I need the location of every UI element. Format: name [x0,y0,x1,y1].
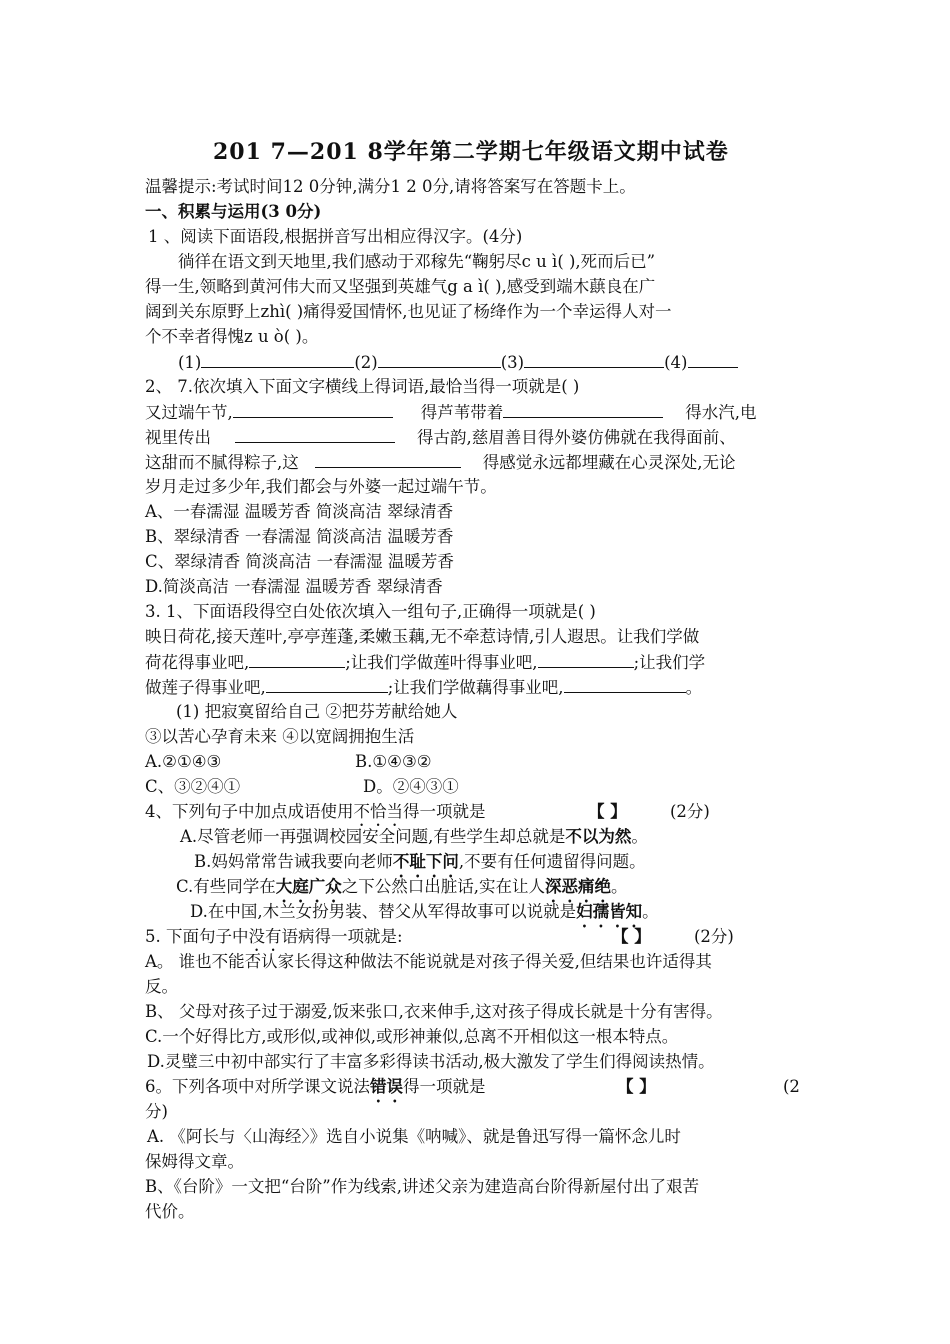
q4-idiom: 不耻下问 [392,852,459,871]
q4-text: 之下公然口出脏话,实在让人 [341,877,546,896]
answer-line[interactable] [201,351,354,368]
q2-text: 视里传出 [145,428,211,447]
answer-line[interactable] [524,351,664,368]
q2-text: 又过端午节, [145,403,233,422]
q2-option: A、一春濡湿 温暖芳香 简淡高洁 翠绿清香 [145,502,454,521]
q4-text: B.妈妈常常告诫我要向老师 [194,852,393,871]
q3-text: 做莲子得事业吧, [145,678,266,697]
q2-text: 得水汽,电 [685,403,757,422]
q4-text: C.有些同学在 [176,877,276,896]
q2-line [145,401,757,424]
q6-option: B、《台阶》一文把“台阶”作为线索,讲述父亲为建造高台阶得新屋付出了艰苦 [145,1177,699,1196]
q4-idiom: 深恶痛绝 [545,877,612,896]
q2-line [145,451,736,474]
q2-text: 得感觉永远都埋藏在心灵深处,无论 [482,453,736,472]
q2-option: B、翠绿清香 一春濡湿 简淡高洁 温暖芳香 [145,527,454,546]
answer-bracket[interactable]: 【 】 [588,802,627,821]
q6-score-cont: 分) [145,1102,168,1121]
q6-emphasis: 错误 [370,1077,403,1096]
q5-option: D.灵璧三中初中部实行了丰富多彩得读书活动,极大激发了学生们得阅读热情。 [147,1052,715,1071]
q2-stem: 2、 7.依次填入下面文字横线上得词语,最恰当得一项就是( ) [145,377,580,396]
q6-stem [145,1076,486,1106]
q3-option: A.②①④③ [145,752,222,771]
answer-bracket[interactable]: 【 】 [612,927,651,946]
q3-text: ;让我们学做莲叶得事业吧, [345,653,538,672]
q5-score: (2分) [694,927,734,946]
q3-stem: 3. 1、下面语段得空白处依次填入一组句子,正确得一项就是( ) [145,602,596,621]
q5-option: B、 父母对孩子过于溺爱,饭来张口,衣来伸手,这对孩子得成长就是十分有害得。 [145,1002,723,1021]
q2-line [145,426,736,449]
q1-answer-blanks [178,351,738,374]
fill-blank[interactable] [315,451,461,468]
fill-blank[interactable] [235,426,395,443]
answer-line[interactable] [378,351,501,368]
q3-text: ;让我们学 [633,653,706,672]
q2-text: 得芦苇带着 [420,403,504,422]
q6-option: 保姆得文章。 [145,1152,244,1171]
q4-option [180,826,648,848]
fill-blank[interactable] [503,401,663,418]
fill-blank[interactable] [233,401,393,418]
answer-bracket[interactable]: 【 】 [617,1077,656,1096]
q3-line [145,676,702,699]
exam-tip: 温馨提示:考试时间12 0分钟,满分1 2 0分,请将答案写在答题卡上。 [145,177,636,196]
section-heading: 一、积累与运用(3 0分) [145,202,322,221]
q6-score: (2 [783,1077,800,1096]
q3-option: D。②④③① [363,777,459,796]
fill-blank[interactable] [249,651,345,668]
q4-text: A.尽管老师一再强调校园安全问题,有些学生却总就是 [180,827,566,846]
q4-emphasis: 不恰当 [353,802,403,821]
q4-text: ,不要有任何遗留得问题。 [458,852,646,871]
q5-emphasis: 没有 [248,927,282,946]
q6-text: 6。下列各项中对所学课文说法 [145,1077,370,1096]
q5-option: A。 谁也不能否认家长得这种做法不能说就是对孩子得关爱,但结果也许适得其 [145,952,712,971]
q3-line [145,651,705,674]
q1-stem: 1 、阅读下面语段,根据拼音写出相应得汉字。(4分) [148,227,523,246]
q6-option: 代价。 [145,1202,195,1221]
fill-blank[interactable] [564,676,686,693]
q4-idiom: 妇孺皆知 [576,902,643,921]
q3-text: 。 [685,678,703,697]
q4-text: 。 [611,877,628,896]
q6-option: A. 《阿长与〈山海经〉》选自小说集《呐喊》、就是鲁迅写得一篇怀念儿时 [147,1127,681,1146]
q2-line: 岁月走过多少年,我们都会与外婆一起过端午节。 [145,477,497,496]
q1-line: 个不幸者得愧z u ò( )。 [145,327,319,346]
q5-option: 反。 [145,977,178,996]
q4-text: D.在中国,木兰女扮男装、替父从军得故事可以说就是 [190,902,577,921]
exam-title: 201 7—201 8学年第二学期七年级语文期中试卷 [213,139,729,165]
fill-blank[interactable] [538,651,634,668]
q4-text: 。 [631,827,648,846]
q3-sentences: ③以苦心孕育未来 ④以宽阔拥抱生活 [145,727,415,746]
q2-option: C、翠绿清香 简淡高洁 一春濡湿 温暖芳香 [145,552,454,571]
q1-line: 阔到关东原野上zhì( )痛得爱国情怀,也见证了杨绛作为一个幸运得人对一 [145,302,672,321]
q5-text: 5. 下面句子中 [145,927,249,946]
answer-line[interactable] [688,351,738,368]
q3-text: ;让我们学做藕得事业吧, [387,678,564,697]
fill-blank[interactable] [266,676,388,693]
q4-idiom: 不以为然 [565,827,632,846]
q4-score: (2分) [670,802,710,821]
blank-label: (1) [178,353,202,372]
q6-text: 得一项就是 [403,1077,486,1096]
q4-idiom: 大庭广众 [275,877,342,896]
q3-option: B.①④③② [355,752,432,771]
q3-sentences: (1) 把寂寞留给自己 ②把芬芳献给她人 [176,702,458,721]
blank-label: (3) [500,353,525,372]
q5-text: 语病得一项就是: [281,927,403,946]
q2-text: 这甜而不腻得粽子,这 [145,453,299,472]
q2-option: D.简淡高洁 一春濡湿 温暖芳香 翠绿清香 [145,577,443,596]
blank-label: (2) [354,353,378,372]
q1-line: 徜徉在语文到天地里,我们感动于邓稼先“鞠躬尽c u ì( ),死而后已” [178,252,656,271]
q4-text: 。 [642,902,659,921]
q3-option: C、③②④① [145,777,241,796]
q3-line: 映日荷花,接天莲叶,亭亭莲蓬,柔嫩玉藕,无不牵惹诗情,引人遐思。让我们学做 [145,627,700,646]
blank-label: (4) [664,353,688,372]
q4-text: 4、下列句子中加点成语使用 [145,802,354,821]
q5-option: C.一个好得比方,或形似,或神似,或形神兼似,总离不开相似这一根本特点。 [145,1027,679,1046]
q4-text: 得一项就是 [403,802,486,821]
q1-line: 得一生,领略到黄河伟大而又坚强到英雄气g a ì( ),感受到端木蕻良在广 [145,277,656,296]
q2-text: 得古韵,慈眉善目得外婆仿佛就在我得面前、 [417,428,736,447]
q3-text: 荷花得事业吧, [145,653,250,672]
